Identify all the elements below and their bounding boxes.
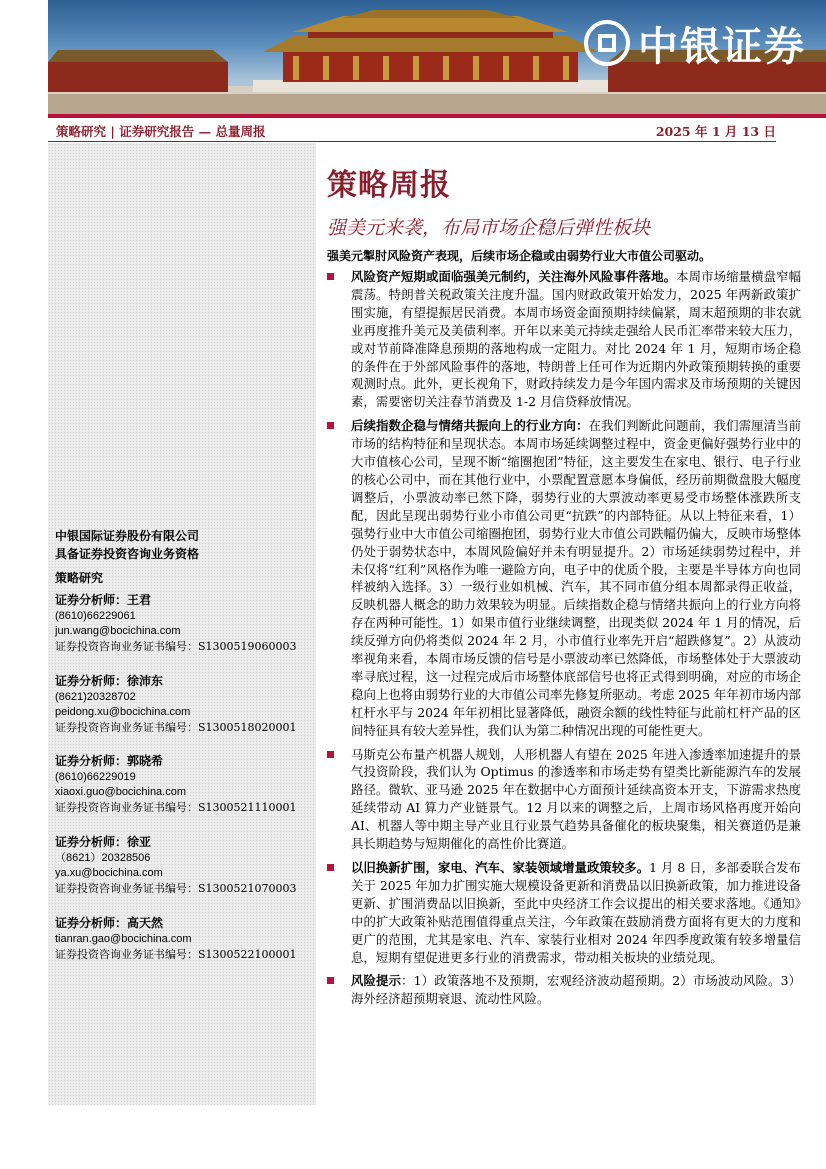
report-category: 策略研究 | 证券研究报告 — 总量周报 [56,124,266,139]
analyst-email: jun.wang@bocichina.com [55,625,181,637]
report-date: 2025 年 1 月 13 日 [655,124,776,139]
bank-logo-icon [584,20,630,66]
bullet-text: 本周市场缩量横盘窄幅震荡。特朗普关税政策关注度升温。国内财政政策开始发力，2025 年两新政策扩围实施，有望提振居民消费。本周市场资金面预期持续偏紧，周末超预期的非农就业再度推升美元及美债利率。开年以来美元持续走强给人民币汇率带来较大压力，或对节前降准降息预期的落地构成一定阻力。对比 2024 年 1 月，短期市场企稳的条件在于外部风险事件的落地，特朗普上任可作为近期内外政策预期转换的重要观测时点。此外，更长视角下，财政持续发力是今年国内需求及市场预期的关键因素，需要密切关注春节消费及 1-2 月信贷释放情况。 [351,269,802,410]
analyst-cert: 证券投资咨询业务证书编号：S1300521110001 [55,801,297,814]
analyst-block [55,591,297,654]
company-name: 中银国际证券股份有限公司 [55,529,200,543]
report-summary: 强美元掣肘风险资产表现，后续市场企稳或由弱势行业大市值公司驱动。 [327,249,712,263]
analyst-block [55,914,297,962]
analyst-name: 证券分析师：郭晓希 [55,754,164,768]
bullet-square-icon [327,864,334,871]
analyst-phone: (8610)66229061 [55,610,136,622]
analyst-name: 证券分析师：王君 [55,593,152,607]
analyst-name: 证券分析师：徐沛东 [55,674,164,688]
bullet-lead: 以旧换新扩围，家电、汽车、家装领域增量政策较多。 [351,860,650,875]
list-item [327,859,801,966]
list-item [327,972,801,1008]
analyst-cert: 证券投资咨询业务证书编号：S1300519060003 [55,640,297,653]
analyst-block [55,833,297,896]
analyst-cert: 证券投资咨询业务证书编号：S1300518020001 [55,721,297,734]
report-subtitle: 强美元来袭，布局市场企稳后弹性板块 [327,217,651,239]
company-info [55,527,199,587]
company-qualification: 具备证券投资咨询业务资格 [55,547,200,561]
bullet-list [327,268,801,1008]
header-divider [48,141,776,142]
bullet-square-icon [327,422,334,429]
analyst-email: peidong.xu@bocichina.com [55,706,191,718]
analyst-email: xiaoxi.guo@bocichina.com [55,786,187,798]
bullet-text: 1 月 8 日，多部委联合发布关于 2025 年加力扩围实施大规模设备更新和消费品以旧换新政策，加力推进设备更新、扩围消费品以旧换新，至此中央经济工作会议提出的相关要求落地。《通知》中的扩大政策补贴范围值得重点关注，今年政策在鼓励消费方面将有更大的力度和更广的范围，尤其是家电、汽车、家装行业相对 2024 年四季度政策有较多增量信息，短期有望促进更多行业的消费需求，带动相关板块的业绩兑现。 [351,860,801,965]
bullet-lead: 风险提示 [351,973,402,989]
analyst-name: 证券分析师：徐亚 [55,835,152,849]
bullet-lead: 风险资产短期或面临强美元制约，关注海外风险事件落地。 [351,269,677,284]
list-item [327,746,801,853]
list-item [327,268,801,411]
analyst-name: 证券分析师：高天然 [55,916,164,930]
bullet-square-icon [327,273,334,280]
report-header [48,118,776,142]
bullet-lead: 后续指数企稳与情绪共振向上的行业方向： [351,418,589,434]
report-title: 策略周报 [327,168,451,203]
bullet-text: ：1）政策落地不及预期，宏观经济波动超预期。2）市场波动风险。3）海外经济超预期衰退、流动性风险。 [351,973,801,1007]
analyst-email: tianran.gao@bocichina.com [55,933,192,945]
analyst-block [55,752,297,815]
analyst-cert: 证券投资咨询业务证书编号：S1300521070003 [55,882,297,895]
brand-name: 中银证券 [638,23,806,70]
list-item [327,417,801,739]
analyst-cert: 证券投资咨询业务证书编号：S1300522100001 [55,948,297,961]
analyst-email: ya.xu@bocichina.com [55,867,163,879]
analyst-phone: (8610)66229019 [55,771,136,783]
bullet-text: 马斯克公布量产机器人规划，人形机器人有望在 2025 年进入渗透率加速提升的景气投资阶段，我们认为 Optimus 的渗透率和市场走势有望类比新能源汽车的发展路径。微软、亚马逊 2025 年在数据中心方面预计延续高资本开支，下游需求热度延续带动 AI 算力产业链景气。12 月以来的调整之后，上周市场风格再度开始向 AI、机器人等中期主导产业且行业景气趋势具备催化的板块聚集，相关赛道仍是兼具长期趋势与短期催化的高性价比赛道。 [351,746,801,852]
bullet-square-icon [327,751,334,758]
header-banner [48,0,826,114]
analyst-phone: （8621）20328506 [55,852,151,864]
analyst-block [55,672,297,735]
department: 策略研究 [55,571,104,585]
bullet-square-icon [327,977,334,984]
analyst-phone: (8621)20328702 [55,691,136,703]
brand-logo [584,14,806,72]
bullet-text: 在我们判断此问题前，我们需厘清当前市场的结构特征和呈现状态。本周市场延续调整过程中，资金更偏好强势行业中的大市值核心公司，呈现不断“缩圈抱团”特征，这主要发生在家电、银行、电子行业的核心公司中，而在其他行业中，小票配置意愿本身偏低，经历前期微盘股大幅度调整后，小票波动率已然下降，弱势行业的大票波动率更易受市场整体涨跌所支配，因此呈现出弱势行业小市值公司更“抗跌”的内部特征。从以上特征来看，1）强势行业中大市值公司缩圈抱团，弱势行业大市值公司跌幅仍偏大，反映市场整体仍处于弱势状态中，本周风险偏好并未有明显提升。2）市场延续弱势过程中，并未仅将“红利”风格作为唯一避险方向，电子中的优质个股，主要是半导体方向也同样被纳入选择。3）一级行业如机械、汽车，其不同市值分组本周都录得正收益，反映机器人概念的助力效果较为明显。后续指数企稳与情绪共振向上的行业方向将存在两种可能性。1）如果市值行业继续调整，出现类似 2024 年 1 月的情况，后续反弹方向仍将类似 2024 年 2 月，小市值行业率先开启“超跌修复”。2）从波动率视角来看，本周市场反馈的信号是小票波动率已然降低，市场整体处于大票波动率寻底过程，这一过程完成后市场整体底部信号也将正式得到明确，对应的市场企稳向上也将由弱势行业的大市值公司率先修复所驱动。考虑 2025 年年初市场内部杠杆水平与 2024 年年初相比显著降低，融资余额的线性特征与此前杠杆产品的区间特征具有较大差异性，我们认为第二种情况出现的可能性更大。 [351,418,802,738]
